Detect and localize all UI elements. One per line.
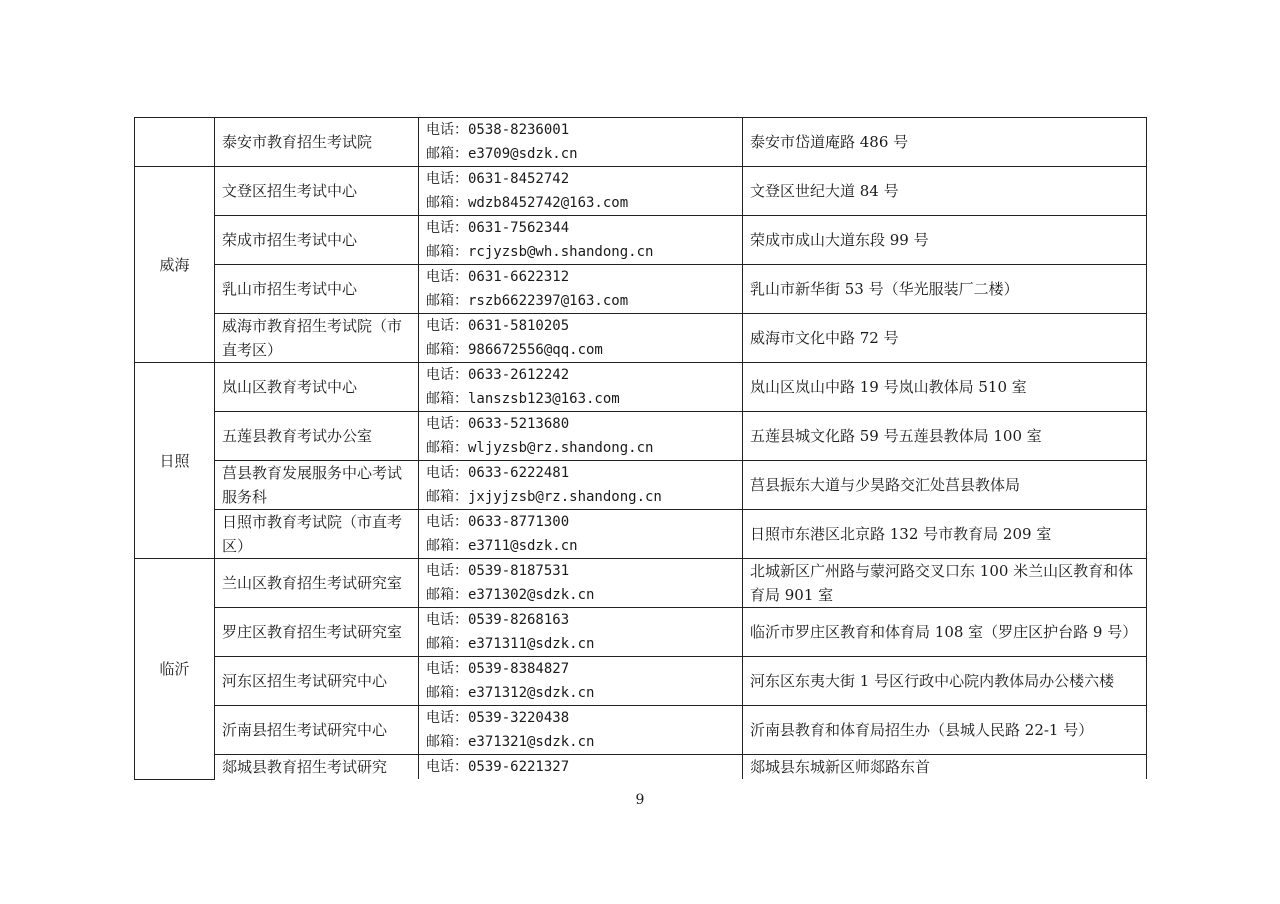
table-row bbox=[135, 510, 1147, 559]
email: 邮箱：e371311@sdzk.cn bbox=[426, 636, 595, 652]
phone: 电话：0539-6221327 bbox=[426, 759, 570, 775]
city-linyi: 临沂 bbox=[135, 559, 215, 780]
city-weihai: 威海 bbox=[135, 167, 215, 363]
table-row bbox=[135, 461, 1147, 510]
email: 邮箱：wljyzsb@rz.shandong.cn bbox=[426, 440, 654, 456]
contact-cell bbox=[419, 167, 743, 216]
address: 临沂市罗庄区教育和体育局 108 室（罗庄区护台路 9 号） bbox=[743, 608, 1147, 657]
phone: 电话：0633-8771300 bbox=[426, 514, 570, 530]
contact-cell bbox=[419, 118, 743, 167]
table-row bbox=[135, 657, 1147, 706]
org-name: 威海市教育招生考试院（市直考区） bbox=[215, 314, 419, 363]
phone: 电话：0633-2612242 bbox=[426, 367, 570, 383]
contact-cell bbox=[419, 216, 743, 265]
contact-cell bbox=[419, 510, 743, 559]
email: 邮箱：lanszsb123@163.com bbox=[426, 391, 620, 407]
table-row bbox=[135, 412, 1147, 461]
org-name: 兰山区教育招生考试研究室 bbox=[215, 559, 419, 608]
email: 邮箱：986672556@qq.com bbox=[426, 342, 603, 358]
org-name: 五莲县教育考试办公室 bbox=[215, 412, 419, 461]
phone: 电话：0631-8452742 bbox=[426, 171, 570, 187]
org-name: 河东区招生考试研究中心 bbox=[215, 657, 419, 706]
phone: 电话：0631-6622312 bbox=[426, 269, 570, 285]
org-name: 泰安市教育招生考试院 bbox=[215, 118, 419, 167]
email: 邮箱：e371302@sdzk.cn bbox=[426, 587, 595, 603]
phone: 电话：0539-8268163 bbox=[426, 612, 570, 628]
address: 威海市文化中路 72 号 bbox=[743, 314, 1147, 363]
table-row bbox=[135, 265, 1147, 314]
contact-cell bbox=[419, 657, 743, 706]
address: 郯城县东城新区师郯路东首 bbox=[743, 755, 1147, 780]
org-name: 文登区招生考试中心 bbox=[215, 167, 419, 216]
phone: 电话：0539-3220438 bbox=[426, 710, 570, 726]
address: 北城新区广州路与蒙河路交叉口东 100 米兰山区教育和体育局 901 室 bbox=[743, 559, 1147, 608]
table-row bbox=[135, 363, 1147, 412]
email: 邮箱：e3709@sdzk.cn bbox=[426, 146, 578, 162]
address: 文登区世纪大道 84 号 bbox=[743, 167, 1147, 216]
phone: 电话：0631-7562344 bbox=[426, 220, 570, 236]
org-name: 荣成市招生考试中心 bbox=[215, 216, 419, 265]
org-name: 罗庄区教育招生考试研究室 bbox=[215, 608, 419, 657]
address: 莒县振东大道与少昊路交汇处莒县教体局 bbox=[743, 461, 1147, 510]
address: 河东区东夷大街 1 号区行政中心院内教体局办公楼六楼 bbox=[743, 657, 1147, 706]
contact-cell bbox=[419, 363, 743, 412]
email: 邮箱：e371321@sdzk.cn bbox=[426, 734, 595, 750]
contact-cell bbox=[419, 265, 743, 314]
phone: 电话：0539-8384827 bbox=[426, 661, 570, 677]
table-row bbox=[135, 559, 1147, 608]
table-row bbox=[135, 118, 1147, 167]
org-name: 日照市教育考试院（市直考区） bbox=[215, 510, 419, 559]
org-name: 莒县教育发展服务中心考试服务科 bbox=[215, 461, 419, 510]
phone: 电话：0633-5213680 bbox=[426, 416, 570, 432]
contact-cell bbox=[419, 706, 743, 755]
address: 五莲县城文化路 59 号五莲县教体局 100 室 bbox=[743, 412, 1147, 461]
contact-cell bbox=[419, 314, 743, 363]
table-row bbox=[135, 755, 1147, 780]
email: 邮箱：wdzb8452742@163.com bbox=[426, 195, 629, 211]
email: 邮箱：rcjyzsb@wh.shandong.cn bbox=[426, 244, 654, 260]
contact-cell bbox=[419, 608, 743, 657]
table-row bbox=[135, 314, 1147, 363]
contact-cell bbox=[419, 461, 743, 510]
address: 岚山区岚山中路 19 号岚山教体局 510 室 bbox=[743, 363, 1147, 412]
phone: 电话：0631-5810205 bbox=[426, 318, 570, 334]
page-number: 9 bbox=[635, 792, 645, 808]
contact-cell bbox=[419, 755, 743, 780]
table-row bbox=[135, 216, 1147, 265]
org-name: 沂南县招生考试研究中心 bbox=[215, 706, 419, 755]
address: 荣成市成山大道东段 99 号 bbox=[743, 216, 1147, 265]
email: 邮箱：rszb6622397@163.com bbox=[426, 293, 629, 309]
org-name: 郯城县教育招生考试研究 bbox=[215, 755, 419, 780]
city-rizhao: 日照 bbox=[135, 363, 215, 559]
exam-office-contact-table bbox=[134, 117, 1147, 780]
email: 邮箱：e371312@sdzk.cn bbox=[426, 685, 595, 701]
contact-cell bbox=[419, 559, 743, 608]
org-name: 岚山区教育考试中心 bbox=[215, 363, 419, 412]
org-name: 乳山市招生考试中心 bbox=[215, 265, 419, 314]
table-row bbox=[135, 608, 1147, 657]
phone: 电话：0539-8187531 bbox=[426, 563, 570, 579]
email: 邮箱：jxjyjzsb@rz.shandong.cn bbox=[426, 489, 662, 505]
address: 乳山市新华街 53 号（华光服装厂二楼） bbox=[743, 265, 1147, 314]
table-row bbox=[135, 706, 1147, 755]
phone: 电话：0633-6222481 bbox=[426, 465, 570, 481]
phone: 电话：0538-8236001 bbox=[426, 122, 570, 138]
city-cell-empty bbox=[135, 118, 215, 167]
address: 日照市东港区北京路 132 号市教育局 209 室 bbox=[743, 510, 1147, 559]
contact-cell bbox=[419, 412, 743, 461]
address: 泰安市岱道庵路 486 号 bbox=[743, 118, 1147, 167]
address: 沂南县教育和体育局招生办（县城人民路 22-1 号） bbox=[743, 706, 1147, 755]
table-row bbox=[135, 167, 1147, 216]
email: 邮箱：e3711@sdzk.cn bbox=[426, 538, 578, 554]
